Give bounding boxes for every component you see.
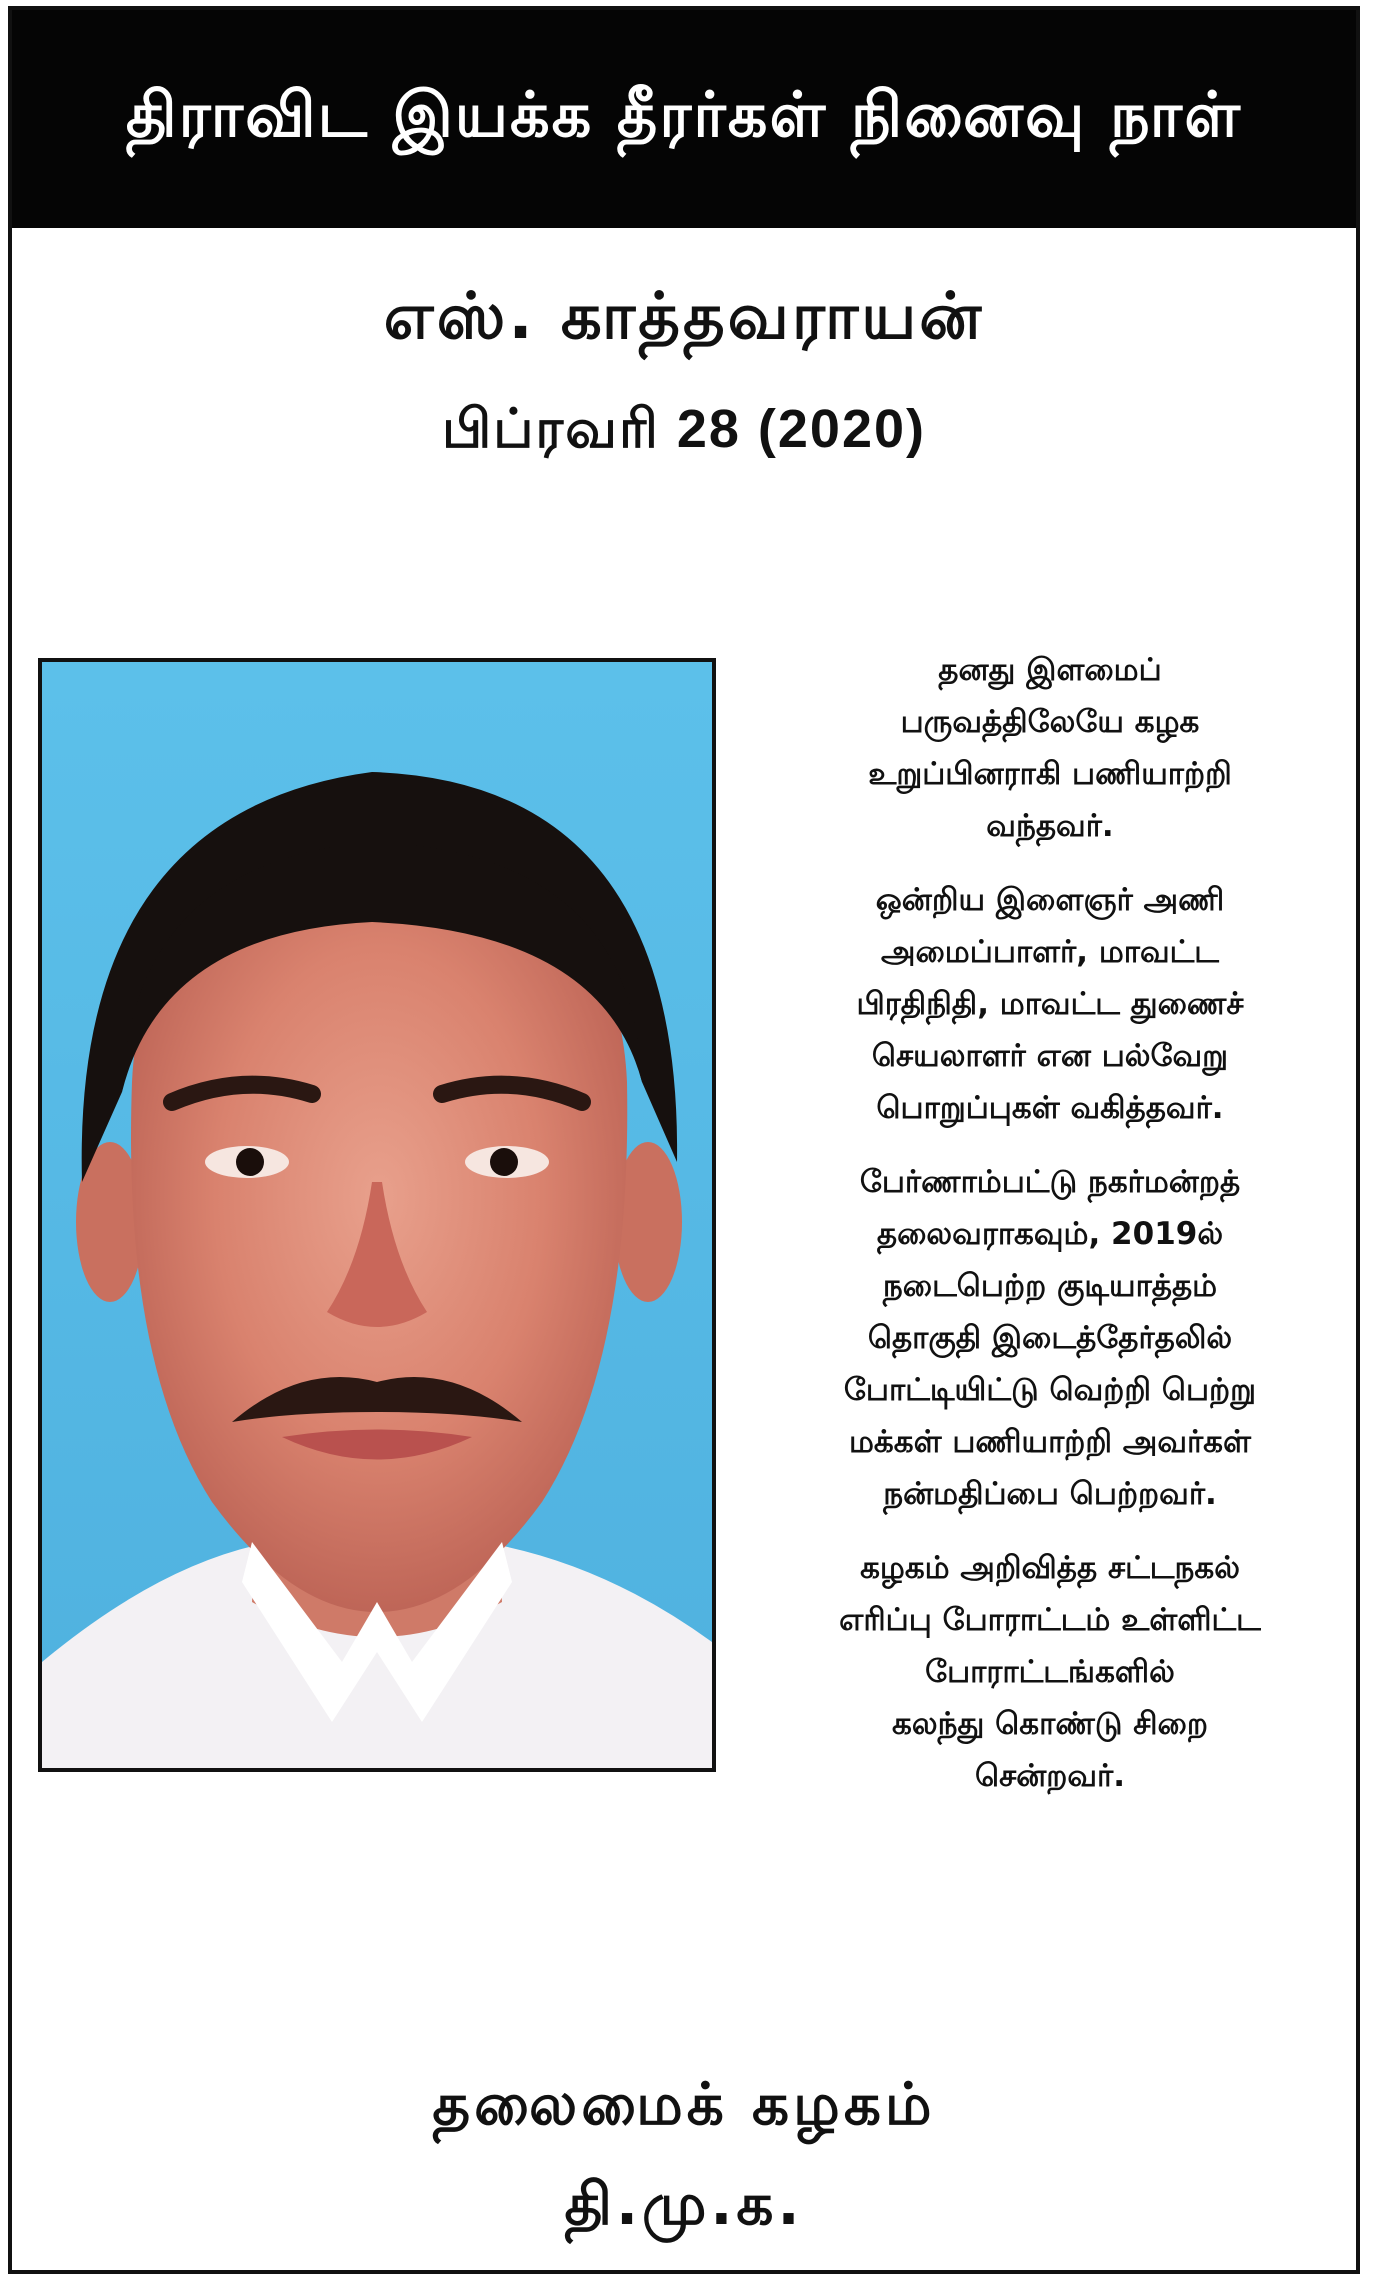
bio-paragraph-3 (752, 1156, 1348, 1520)
bio-line: நன்மதிப்பை பெற்றவர். (883, 1476, 1217, 1512)
bio-line: எரிப்பு போராட்டம் உள்ளிட்ட (839, 1602, 1261, 1638)
header-band (12, 10, 1356, 228)
bio-paragraph-2 (752, 874, 1348, 1134)
bio-paragraph-4 (752, 1542, 1348, 1802)
bio-paragraph-1 (752, 644, 1348, 852)
bio-line: தலைவராகவும், 2019ல் (876, 1216, 1224, 1252)
footer-party-name: தி.மு.க. (564, 2170, 804, 2238)
biography-text (752, 644, 1348, 1824)
bio-line: பொறுப்புகள் வகித்தவர். (876, 1090, 1224, 1126)
bio-line: அமைப்பாளர், மாவட்ட (881, 934, 1219, 970)
portrait-illustration (42, 662, 712, 1768)
bio-line: போராட்டங்களில் (925, 1654, 1175, 1690)
person-name: எஸ். காத்தவராயன் (383, 280, 985, 354)
bio-line: மக்கள் பணியாற்றி அவர்கள் (848, 1424, 1251, 1460)
bio-line: உறுப்பினராகி பணியாற்றி (868, 756, 1232, 792)
bio-line: வந்தவர். (986, 808, 1114, 844)
memorial-card (8, 6, 1360, 2274)
bio-line: நடைபெற்ற குடியாத்தம் (882, 1268, 1218, 1304)
portrait-photo (38, 658, 716, 1772)
bio-line: பருவத்திலேயே கழக (900, 704, 1200, 740)
bio-line: கலந்து கொண்டு சிறை (892, 1706, 1208, 1742)
bio-line: தொகுதி இடைத்தேர்தலில் (867, 1320, 1233, 1356)
header-title: திராவிட இயக்க தீரர்கள் நினைவு நாள் (125, 78, 1243, 151)
bio-line: பிரதிநிதி, மாவட்ட துணைச் (856, 986, 1244, 1022)
bio-line: தனது இளமைப் (938, 652, 1162, 688)
bio-line: பேர்ணாம்பட்டு நகர்மன்றத் (859, 1164, 1241, 1200)
bio-line: ஒன்றிய இளைஞர் அணி (875, 882, 1225, 918)
bio-line: கழகம் அறிவித்த சட்டநகல் (860, 1550, 1240, 1586)
memorial-date: பிப்ரவரி 28 (2020) (441, 399, 927, 459)
bio-line: செயலாளர் என பல்வேறு (871, 1038, 1229, 1074)
bio-line: சென்றவர். (974, 1758, 1126, 1794)
footer-organization: தலைமைக் கழகம் (432, 2070, 936, 2138)
bio-line: போட்டியிட்டு வெற்றி பெற்று (843, 1372, 1257, 1408)
